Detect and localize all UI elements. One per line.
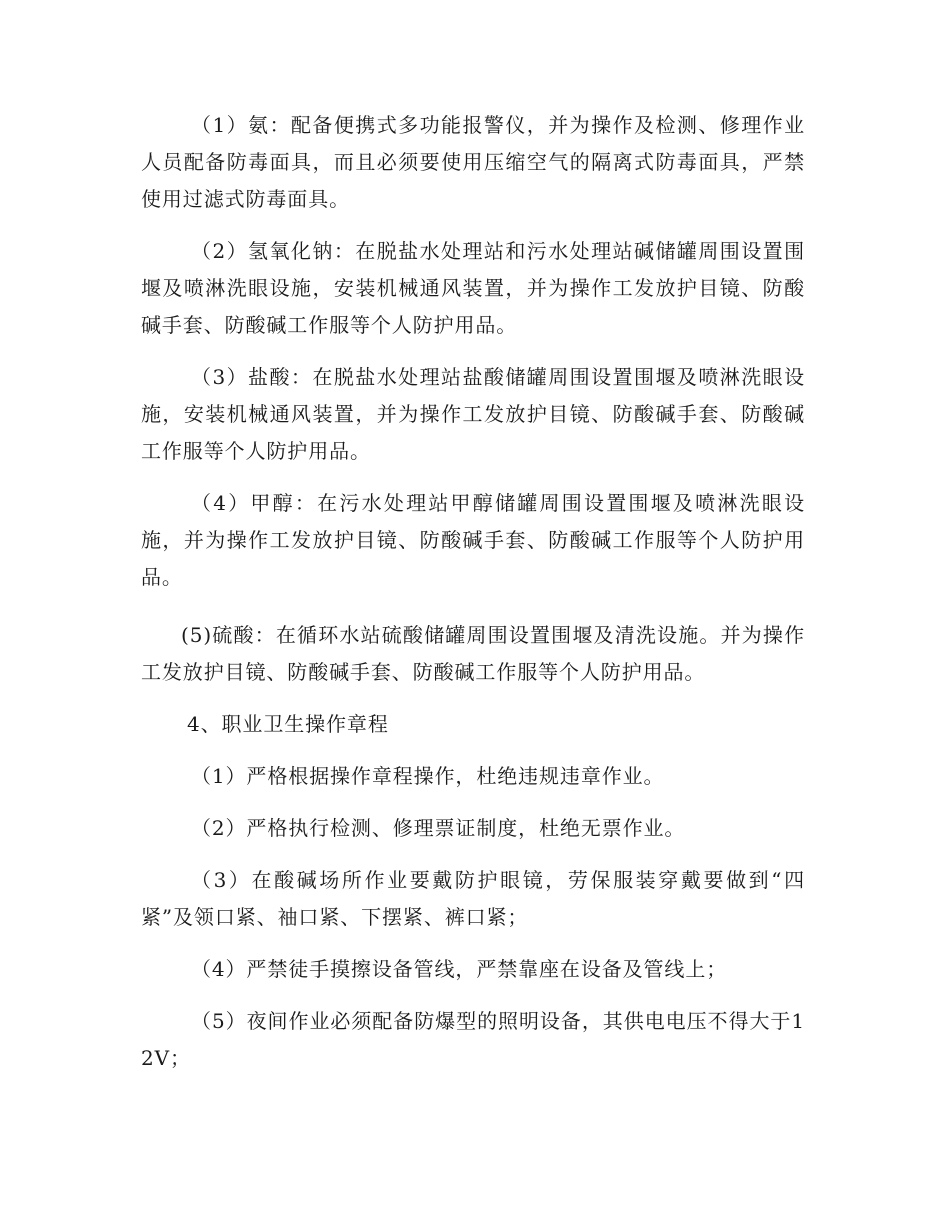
- rule-item-2: （2）严格执行检测、修理票证制度，杜绝无票作业。: [191, 816, 686, 840]
- rule-item-4: （4）严禁徒手摸擦设备管线，严禁靠座在设备及管线上；: [191, 957, 728, 981]
- paragraph-sulfuric-acid: (5)硫酸：在循环水站硫酸储罐周围设置围堰及清洗设施。并为操作工发放护目镜、防酸碱手套、防酸碱工作服等个人防护用品。: [141, 623, 805, 684]
- paragraph-methanol: （4）甲醇：在污水处理站甲醇储罐周围设置围堰及喷淋洗眼设施，并为操作工发放护目镜、防酸碱手套、防酸碱工作服等个人防护用品。: [141, 491, 805, 589]
- paragraph-sodium-hydroxide: （2）氢氧化钠：在脱盐水处理站和污水处理站碱储罐周围设置围堰及喷淋洗眼设施，安装机械通风装置，并为操作工发放护目镜、防酸碱手套、防酸碱工作服等个人防护用品。: [141, 239, 805, 337]
- paragraph-hydrochloric-acid: （3）盐酸：在脱盐水处理站盐酸储罐周围设置围堰及喷淋洗眼设施，安装机械通风装置，并为操作工发放护目镜、防酸碱手套、防酸碱工作服等个人防护用品。: [141, 365, 805, 463]
- rule-item-1: （1）严格根据操作章程操作，杜绝违规违章作业。: [191, 764, 665, 788]
- section-heading: 4、职业卫生操作章程: [187, 712, 389, 736]
- paragraph-ammonia: （1）氨：配备便携式多功能报警仪，并为操作及检测、修理作业人员配备防毒面具，而且必须要使用压缩空气的隔离式防毒面具，严禁使用过滤式防毒面具。: [141, 113, 805, 211]
- rule-item-5: （5）夜间作业必须配备防爆型的照明设备，其供电电压不得大于12V；: [141, 1009, 805, 1070]
- rule-item-3: （3）在酸碱场所作业要戴防护眼镜，劳保服装穿戴要做到“四紧”及领口紧、袖口紧、下摆紧、裤口紧；: [141, 868, 805, 929]
